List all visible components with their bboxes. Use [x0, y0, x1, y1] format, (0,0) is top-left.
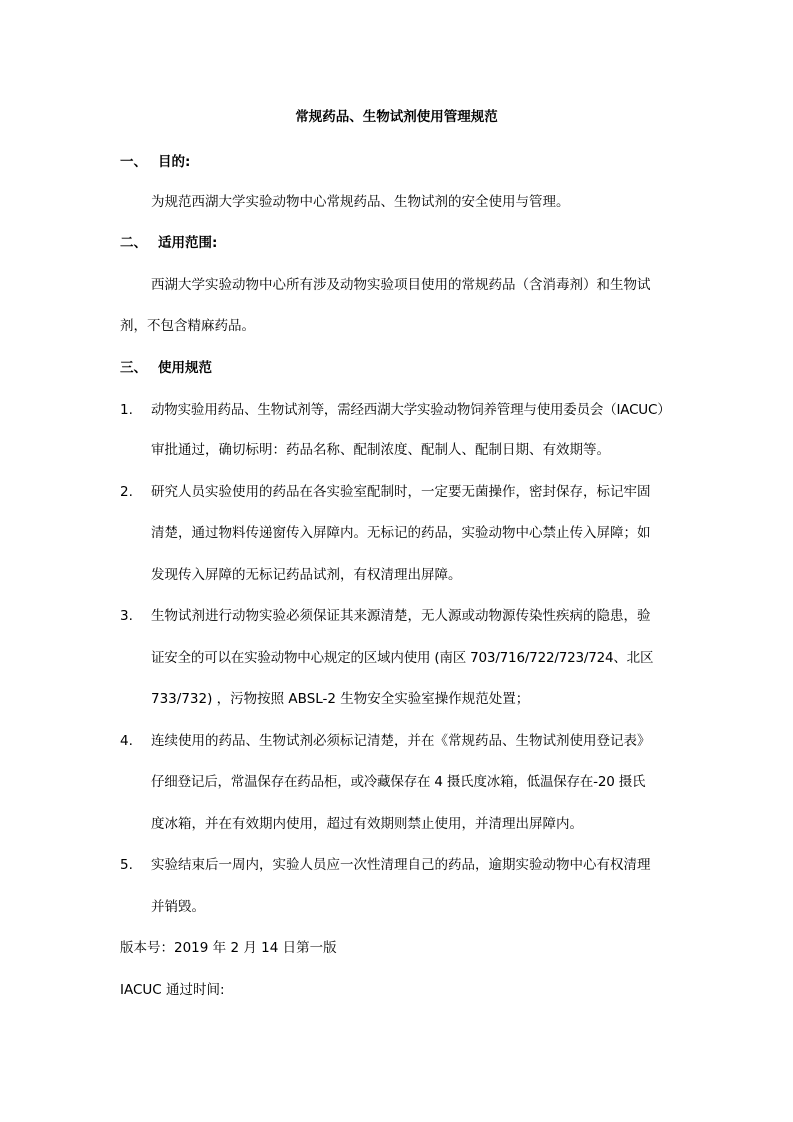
section-3-heading: 使用规范: [158, 360, 212, 376]
list-item-1-line-2: 审批通过，确切标明：药品名称、配制浓度、配制人、配制日期、有效期等。: [151, 442, 610, 458]
list-item-3-line-3: 733/732) ，污物按照 ABSL-2 生物安全实验室操作规范处置；: [151, 691, 530, 707]
list-item-2-line-2: 清楚，通过物料传递窗传入屏障内。无标记的药品，实验动物中心禁止传入屏障；如: [151, 525, 651, 541]
list-item-5-number: 5.: [120, 857, 133, 873]
section-2-heading: 适用范围:: [158, 235, 218, 251]
list-item-4-line-1: 连续使用的药品、生物试剂必须标记清楚，并在《常规药品、生物试剂使用登记表》: [151, 733, 651, 749]
document-title: 常规药品、生物试剂使用管理规范: [295, 109, 498, 125]
list-item-2-line-1: 研究人员实验使用的药品在各实验室配制时，一定要无菌操作，密封保存，标记牢固: [151, 484, 651, 500]
section-1-heading: 目的:: [158, 154, 191, 170]
list-item-3-line-2: 证安全的可以在实验动物中心规定的区域内使用 (南区 703/716/722/723/724、北区: [151, 650, 654, 666]
section-2-number: 二、: [120, 235, 147, 251]
list-item-3-line-1: 生物试剂进行动物实验必须保证其来源清楚，无人源或动物源传染性疾病的隐患，验: [151, 608, 651, 624]
list-item-1-line-1: 动物实验用药品、生物试剂等，需经西湖大学实验动物饲养管理与使用委员会（IACUC）: [151, 402, 671, 418]
list-item-4-number: 4.: [120, 733, 133, 749]
section-1-paragraph: 为规范西湖大学实验动物中心常规药品、生物试剂的安全使用与管理。: [151, 194, 570, 210]
list-item-3-number: 3.: [120, 608, 133, 624]
list-item-2-line-3: 发现传入屏障的无标记药品试剂，有权清理出屏障。: [151, 567, 462, 583]
section-2-paragraph-line-2: 剂，不包含精麻药品。: [120, 318, 255, 334]
version-number: 版本号：2019 年 2 月 14 日第一版: [120, 940, 337, 956]
list-item-5-line-1: 实验结束后一周内，实验人员应一次性清理自己的药品，逾期实验动物中心有权清理: [151, 857, 651, 873]
list-item-5-line-2: 并销毁。: [151, 899, 205, 915]
list-item-4-line-2: 仔细登记后，常温保存在药品柜，或冷藏保存在 4 摄氏度冰箱，低温保存在-20 摄氏: [151, 774, 646, 790]
list-item-2-number: 2.: [120, 484, 133, 500]
list-item-4-line-3: 度冰箱，并在有效期内使用，超过有效期则禁止使用，并清理出屏障内。: [151, 816, 583, 832]
section-2-paragraph-line-1: 西湖大学实验动物中心所有涉及动物实验项目使用的常规药品（含消毒剂）和生物试: [151, 277, 651, 293]
iacuc-approval-time: IACUC 通过时间:: [120, 982, 225, 998]
section-1-number: 一、: [120, 154, 147, 170]
list-item-1-number: 1.: [120, 402, 133, 418]
section-3-number: 三、: [120, 360, 147, 376]
